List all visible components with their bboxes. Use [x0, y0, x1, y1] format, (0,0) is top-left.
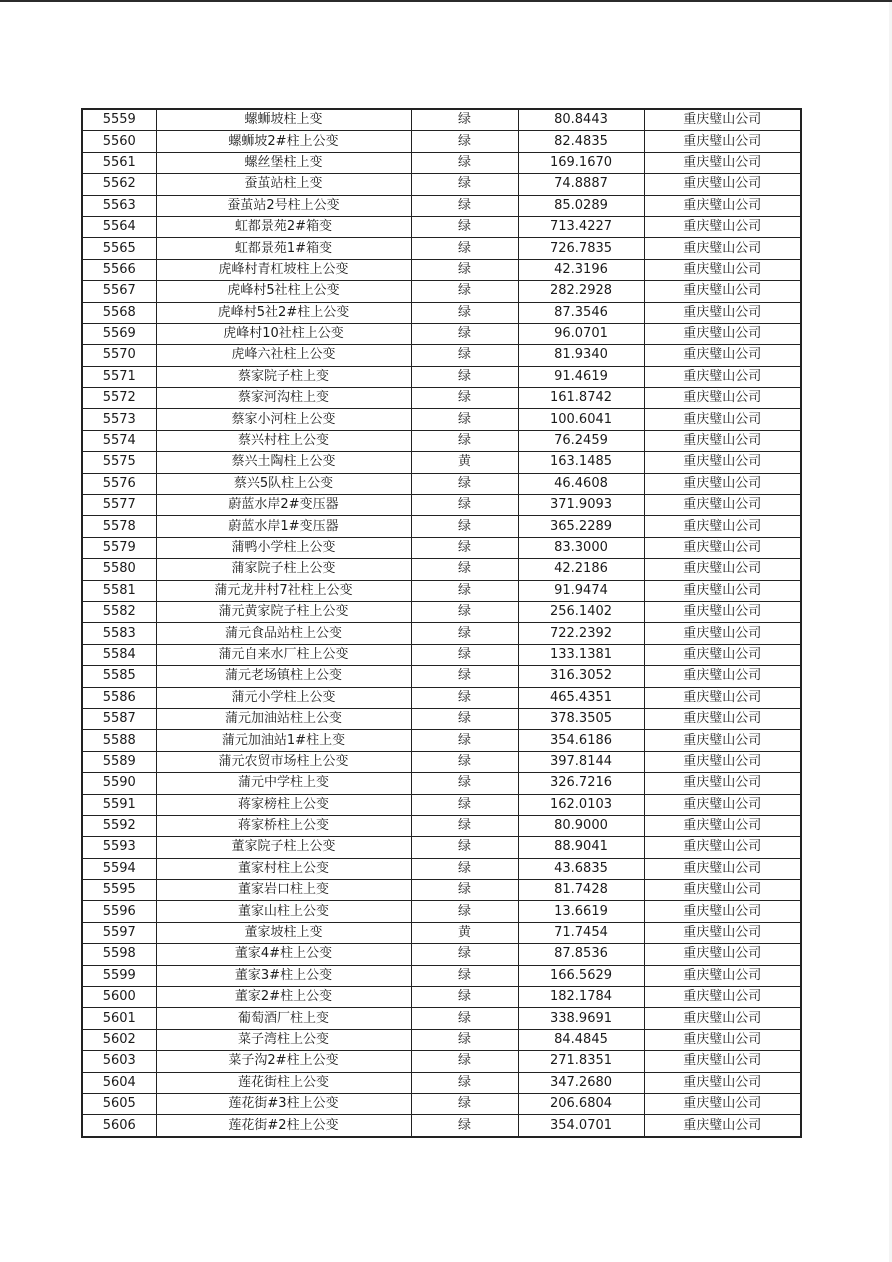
value-cell: 82.4835	[518, 131, 644, 152]
table-row	[82, 880, 801, 901]
company-cell: 重庆璧山公司	[644, 666, 801, 687]
transformer-name-cell: 蒲元中学柱上变	[156, 773, 411, 794]
value-cell: 42.3196	[518, 259, 644, 280]
transformer-name-cell: 蔚蓝水岸1#变压器	[156, 516, 411, 537]
table-row	[82, 345, 801, 366]
company-cell: 重庆璧山公司	[644, 751, 801, 772]
row-id-cell: 5582	[82, 601, 156, 622]
row-id-cell: 5603	[82, 1051, 156, 1072]
company-cell: 重庆璧山公司	[644, 1093, 801, 1114]
company-cell: 重庆璧山公司	[644, 601, 801, 622]
transformer-name-cell: 董家山柱上公变	[156, 901, 411, 922]
status-cell: 绿	[411, 323, 518, 344]
status-cell: 绿	[411, 195, 518, 216]
value-cell: 338.9691	[518, 1008, 644, 1029]
table-row	[82, 858, 801, 879]
transformer-name-cell: 虹都景苑2#箱变	[156, 216, 411, 237]
value-cell: 161.8742	[518, 388, 644, 409]
company-cell: 重庆璧山公司	[644, 730, 801, 751]
company-cell: 重庆璧山公司	[644, 345, 801, 366]
row-id-cell: 5579	[82, 537, 156, 558]
transformer-name-cell: 蒲元龙井村7社柱上公变	[156, 580, 411, 601]
company-cell: 重庆璧山公司	[644, 987, 801, 1008]
status-cell: 绿	[411, 131, 518, 152]
transformer-name-cell: 蔡兴土陶柱上公变	[156, 452, 411, 473]
status-cell: 绿	[411, 281, 518, 302]
row-id-cell: 5562	[82, 174, 156, 195]
table-row	[82, 1029, 801, 1050]
value-cell: 71.7454	[518, 922, 644, 943]
status-cell: 绿	[411, 858, 518, 879]
table-row	[82, 730, 801, 751]
company-cell: 重庆璧山公司	[644, 1072, 801, 1093]
status-cell: 绿	[411, 901, 518, 922]
table-row	[82, 559, 801, 580]
transformer-name-cell: 董家4#柱上公变	[156, 944, 411, 965]
row-id-cell: 5576	[82, 473, 156, 494]
transformer-table	[81, 108, 802, 1138]
value-cell: 84.4845	[518, 1029, 644, 1050]
transformer-name-cell: 蒲家院子柱上公变	[156, 559, 411, 580]
row-id-cell: 5561	[82, 152, 156, 173]
table-row	[82, 537, 801, 558]
table-row	[82, 366, 801, 387]
value-cell: 87.3546	[518, 302, 644, 323]
transformer-name-cell: 董家2#柱上公变	[156, 987, 411, 1008]
row-id-cell: 5570	[82, 345, 156, 366]
value-cell: 42.2186	[518, 559, 644, 580]
company-cell: 重庆璧山公司	[644, 174, 801, 195]
transformer-name-cell: 虎峰村青杠坡柱上公变	[156, 259, 411, 280]
status-cell: 绿	[411, 216, 518, 237]
row-id-cell: 5592	[82, 815, 156, 836]
status-cell: 绿	[411, 580, 518, 601]
row-id-cell: 5597	[82, 922, 156, 943]
row-id-cell: 5559	[82, 109, 156, 131]
value-cell: 365.2289	[518, 516, 644, 537]
status-cell: 绿	[411, 366, 518, 387]
row-id-cell: 5572	[82, 388, 156, 409]
transformer-name-cell: 虎峰六社柱上公变	[156, 345, 411, 366]
transformer-name-cell: 蒲元农贸市场柱上公变	[156, 751, 411, 772]
row-id-cell: 5567	[82, 281, 156, 302]
status-cell: 绿	[411, 1115, 518, 1137]
status-cell: 绿	[411, 666, 518, 687]
table-row	[82, 580, 801, 601]
status-cell: 绿	[411, 238, 518, 259]
value-cell: 326.7216	[518, 773, 644, 794]
value-cell: 162.0103	[518, 794, 644, 815]
transformer-name-cell: 蒋家榜柱上公变	[156, 794, 411, 815]
value-cell: 354.0701	[518, 1115, 644, 1137]
company-cell: 重庆璧山公司	[644, 559, 801, 580]
status-cell: 绿	[411, 409, 518, 430]
transformer-name-cell: 虎峰村5社柱上公变	[156, 281, 411, 302]
status-cell: 绿	[411, 559, 518, 580]
value-cell: 182.1784	[518, 987, 644, 1008]
company-cell: 重庆璧山公司	[644, 1051, 801, 1072]
company-cell: 重庆璧山公司	[644, 623, 801, 644]
value-cell: 371.9093	[518, 495, 644, 516]
value-cell: 271.8351	[518, 1051, 644, 1072]
company-cell: 重庆璧山公司	[644, 281, 801, 302]
row-id-cell: 5566	[82, 259, 156, 280]
status-cell: 绿	[411, 1051, 518, 1072]
value-cell: 81.7428	[518, 880, 644, 901]
table-row	[82, 216, 801, 237]
status-cell: 绿	[411, 837, 518, 858]
transformer-name-cell: 葡萄酒厂柱上变	[156, 1008, 411, 1029]
status-cell: 绿	[411, 495, 518, 516]
row-id-cell: 5565	[82, 238, 156, 259]
table-row	[82, 773, 801, 794]
page-top-border	[0, 0, 892, 2]
transformer-name-cell: 莲花街#3柱上公变	[156, 1093, 411, 1114]
status-cell: 绿	[411, 109, 518, 131]
status-cell: 绿	[411, 1008, 518, 1029]
transformer-name-cell: 蔡兴5队柱上公变	[156, 473, 411, 494]
status-cell: 绿	[411, 644, 518, 665]
transformer-name-cell: 董家岩口柱上变	[156, 880, 411, 901]
status-cell: 绿	[411, 473, 518, 494]
value-cell: 91.9474	[518, 580, 644, 601]
transformer-name-cell: 蚕茧站2号柱上公变	[156, 195, 411, 216]
transformer-name-cell: 蔚蓝水岸2#变压器	[156, 495, 411, 516]
table-row	[82, 965, 801, 986]
company-cell: 重庆璧山公司	[644, 109, 801, 131]
status-cell: 绿	[411, 815, 518, 836]
status-cell: 绿	[411, 1072, 518, 1093]
value-cell: 256.1402	[518, 601, 644, 622]
table-row	[82, 516, 801, 537]
transformer-name-cell: 蔡家河沟柱上变	[156, 388, 411, 409]
status-cell: 绿	[411, 794, 518, 815]
table-row	[82, 195, 801, 216]
company-cell: 重庆璧山公司	[644, 452, 801, 473]
company-cell: 重庆璧山公司	[644, 131, 801, 152]
transformer-name-cell: 蔡家小河柱上公变	[156, 409, 411, 430]
status-cell: 绿	[411, 773, 518, 794]
row-id-cell: 5569	[82, 323, 156, 344]
transformer-name-cell: 蒲元加油站1#柱上变	[156, 730, 411, 751]
company-cell: 重庆璧山公司	[644, 516, 801, 537]
transformer-name-cell: 螺蛳坡2#柱上公变	[156, 131, 411, 152]
table-row	[82, 644, 801, 665]
status-cell: 绿	[411, 174, 518, 195]
status-cell: 绿	[411, 751, 518, 772]
transformer-name-cell: 董家坡柱上变	[156, 922, 411, 943]
value-cell: 206.6804	[518, 1093, 644, 1114]
table-row	[82, 174, 801, 195]
row-id-cell: 5581	[82, 580, 156, 601]
row-id-cell: 5602	[82, 1029, 156, 1050]
value-cell: 316.3052	[518, 666, 644, 687]
table-row	[82, 987, 801, 1008]
company-cell: 重庆璧山公司	[644, 302, 801, 323]
value-cell: 397.8144	[518, 751, 644, 772]
transformer-name-cell: 螺蛳坡柱上变	[156, 109, 411, 131]
value-cell: 100.6041	[518, 409, 644, 430]
status-cell: 绿	[411, 516, 518, 537]
company-cell: 重庆璧山公司	[644, 195, 801, 216]
status-cell: 绿	[411, 601, 518, 622]
transformer-name-cell: 蒲元黄家院子柱上公变	[156, 601, 411, 622]
transformer-name-cell: 莲花街柱上公变	[156, 1072, 411, 1093]
status-cell: 绿	[411, 1029, 518, 1050]
table-row	[82, 131, 801, 152]
table-row	[82, 430, 801, 451]
row-id-cell: 5571	[82, 366, 156, 387]
company-cell: 重庆璧山公司	[644, 238, 801, 259]
company-cell: 重庆璧山公司	[644, 687, 801, 708]
company-cell: 重庆璧山公司	[644, 794, 801, 815]
status-cell: 绿	[411, 302, 518, 323]
transformer-name-cell: 董家3#柱上公变	[156, 965, 411, 986]
status-cell: 黄	[411, 452, 518, 473]
transformer-name-cell: 蒲元加油站柱上公变	[156, 708, 411, 729]
row-id-cell: 5588	[82, 730, 156, 751]
row-id-cell: 5575	[82, 452, 156, 473]
table-row	[82, 281, 801, 302]
table-row	[82, 388, 801, 409]
status-cell: 绿	[411, 730, 518, 751]
value-cell: 378.3505	[518, 708, 644, 729]
transformer-name-cell: 虹都景苑1#箱变	[156, 238, 411, 259]
company-cell: 重庆璧山公司	[644, 644, 801, 665]
table-row	[82, 259, 801, 280]
row-id-cell: 5594	[82, 858, 156, 879]
status-cell: 绿	[411, 259, 518, 280]
status-cell: 黄	[411, 922, 518, 943]
value-cell: 169.1670	[518, 152, 644, 173]
table-row	[82, 666, 801, 687]
status-cell: 绿	[411, 1093, 518, 1114]
company-cell: 重庆璧山公司	[644, 409, 801, 430]
table-row	[82, 751, 801, 772]
transformer-name-cell: 蒋家桥柱上公变	[156, 815, 411, 836]
company-cell: 重庆璧山公司	[644, 495, 801, 516]
table-row	[82, 409, 801, 430]
row-id-cell: 5601	[82, 1008, 156, 1029]
row-id-cell: 5591	[82, 794, 156, 815]
row-id-cell: 5589	[82, 751, 156, 772]
status-cell: 绿	[411, 623, 518, 644]
row-id-cell: 5604	[82, 1072, 156, 1093]
row-id-cell: 5584	[82, 644, 156, 665]
transformer-name-cell: 蒲元自来水厂柱上公变	[156, 644, 411, 665]
value-cell: 88.9041	[518, 837, 644, 858]
row-id-cell: 5600	[82, 987, 156, 1008]
status-cell: 绿	[411, 345, 518, 366]
row-id-cell: 5560	[82, 131, 156, 152]
table-row	[82, 601, 801, 622]
row-id-cell: 5583	[82, 623, 156, 644]
status-cell: 绿	[411, 430, 518, 451]
transformer-name-cell: 蔡兴村柱上公变	[156, 430, 411, 451]
row-id-cell: 5586	[82, 687, 156, 708]
company-cell: 重庆璧山公司	[644, 152, 801, 173]
value-cell: 46.4608	[518, 473, 644, 494]
value-cell: 347.2680	[518, 1072, 644, 1093]
status-cell: 绿	[411, 965, 518, 986]
company-cell: 重庆璧山公司	[644, 901, 801, 922]
company-cell: 重庆璧山公司	[644, 430, 801, 451]
value-cell: 133.1381	[518, 644, 644, 665]
company-cell: 重庆璧山公司	[644, 216, 801, 237]
row-id-cell: 5574	[82, 430, 156, 451]
value-cell: 726.7835	[518, 238, 644, 259]
transformer-name-cell: 菜子湾柱上公变	[156, 1029, 411, 1050]
row-id-cell: 5563	[82, 195, 156, 216]
row-id-cell: 5573	[82, 409, 156, 430]
row-id-cell: 5606	[82, 1115, 156, 1137]
row-id-cell: 5580	[82, 559, 156, 580]
table-row	[82, 495, 801, 516]
table-row	[82, 323, 801, 344]
transformer-name-cell: 蒲元小学柱上公变	[156, 687, 411, 708]
table-row	[82, 708, 801, 729]
status-cell: 绿	[411, 687, 518, 708]
company-cell: 重庆璧山公司	[644, 259, 801, 280]
value-cell: 74.8887	[518, 174, 644, 195]
status-cell: 绿	[411, 708, 518, 729]
transformer-name-cell: 蒲元老场镇柱上公变	[156, 666, 411, 687]
value-cell: 87.8536	[518, 944, 644, 965]
company-cell: 重庆璧山公司	[644, 537, 801, 558]
row-id-cell: 5578	[82, 516, 156, 537]
table-body	[82, 109, 801, 1137]
transformer-name-cell: 董家村柱上公变	[156, 858, 411, 879]
transformer-name-cell: 虎峰村10社柱上公变	[156, 323, 411, 344]
table-row	[82, 815, 801, 836]
value-cell: 91.4619	[518, 366, 644, 387]
table-row	[82, 1072, 801, 1093]
table-row	[82, 1051, 801, 1072]
table-row	[82, 1008, 801, 1029]
status-cell: 绿	[411, 388, 518, 409]
table-row	[82, 922, 801, 943]
status-cell: 绿	[411, 987, 518, 1008]
row-id-cell: 5585	[82, 666, 156, 687]
table-row	[82, 238, 801, 259]
company-cell: 重庆璧山公司	[644, 944, 801, 965]
table-row	[82, 1115, 801, 1137]
company-cell: 重庆璧山公司	[644, 880, 801, 901]
company-cell: 重庆璧山公司	[644, 708, 801, 729]
row-id-cell: 5593	[82, 837, 156, 858]
value-cell: 722.2392	[518, 623, 644, 644]
table-row	[82, 944, 801, 965]
company-cell: 重庆璧山公司	[644, 837, 801, 858]
value-cell: 465.4351	[518, 687, 644, 708]
table-row	[82, 452, 801, 473]
company-cell: 重庆璧山公司	[644, 1008, 801, 1029]
table-row	[82, 794, 801, 815]
value-cell: 96.0701	[518, 323, 644, 344]
company-cell: 重庆璧山公司	[644, 323, 801, 344]
row-id-cell: 5564	[82, 216, 156, 237]
value-cell: 80.8443	[518, 109, 644, 131]
company-cell: 重庆璧山公司	[644, 366, 801, 387]
company-cell: 重庆璧山公司	[644, 1029, 801, 1050]
company-cell: 重庆璧山公司	[644, 1115, 801, 1137]
table-row	[82, 152, 801, 173]
company-cell: 重庆璧山公司	[644, 388, 801, 409]
value-cell: 166.5629	[518, 965, 644, 986]
company-cell: 重庆璧山公司	[644, 473, 801, 494]
company-cell: 重庆璧山公司	[644, 815, 801, 836]
company-cell: 重庆璧山公司	[644, 580, 801, 601]
table-row	[82, 473, 801, 494]
company-cell: 重庆璧山公司	[644, 965, 801, 986]
company-cell: 重庆璧山公司	[644, 922, 801, 943]
row-id-cell: 5598	[82, 944, 156, 965]
value-cell: 282.2928	[518, 281, 644, 302]
table-row	[82, 302, 801, 323]
row-id-cell: 5605	[82, 1093, 156, 1114]
value-cell: 85.0289	[518, 195, 644, 216]
table-row	[82, 623, 801, 644]
table-row	[82, 687, 801, 708]
status-cell: 绿	[411, 152, 518, 173]
transformer-name-cell: 菜子沟2#柱上公变	[156, 1051, 411, 1072]
transformer-name-cell: 董家院子柱上公变	[156, 837, 411, 858]
value-cell: 83.3000	[518, 537, 644, 558]
transformer-name-cell: 蚕茧站柱上变	[156, 174, 411, 195]
value-cell: 80.9000	[518, 815, 644, 836]
company-cell: 重庆璧山公司	[644, 773, 801, 794]
status-cell: 绿	[411, 944, 518, 965]
company-cell: 重庆璧山公司	[644, 858, 801, 879]
value-cell: 43.6835	[518, 858, 644, 879]
row-id-cell: 5595	[82, 880, 156, 901]
table-row	[82, 901, 801, 922]
transformer-name-cell: 蒲元食品站柱上公变	[156, 623, 411, 644]
value-cell: 76.2459	[518, 430, 644, 451]
value-cell: 354.6186	[518, 730, 644, 751]
value-cell: 13.6619	[518, 901, 644, 922]
row-id-cell: 5577	[82, 495, 156, 516]
row-id-cell: 5590	[82, 773, 156, 794]
value-cell: 713.4227	[518, 216, 644, 237]
table-row	[82, 837, 801, 858]
transformer-name-cell: 虎峰村5社2#柱上公变	[156, 302, 411, 323]
transformer-name-cell: 蒲鸭小学柱上公变	[156, 537, 411, 558]
row-id-cell: 5599	[82, 965, 156, 986]
table-row	[82, 1093, 801, 1114]
transformer-name-cell: 莲花街#2柱上公变	[156, 1115, 411, 1137]
transformer-name-cell: 螺丝堡柱上变	[156, 152, 411, 173]
row-id-cell: 5587	[82, 708, 156, 729]
value-cell: 81.9340	[518, 345, 644, 366]
transformer-name-cell: 蔡家院子柱上变	[156, 366, 411, 387]
value-cell: 163.1485	[518, 452, 644, 473]
status-cell: 绿	[411, 537, 518, 558]
row-id-cell: 5568	[82, 302, 156, 323]
status-cell: 绿	[411, 880, 518, 901]
row-id-cell: 5596	[82, 901, 156, 922]
table-row	[82, 109, 801, 131]
